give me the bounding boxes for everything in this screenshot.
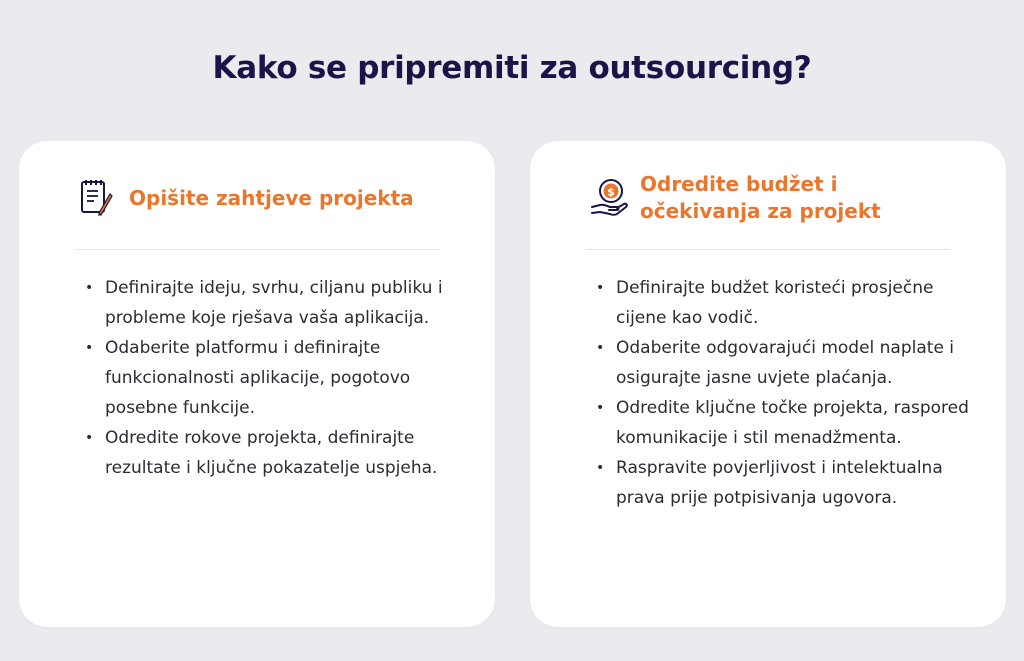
card-heading-line: očekivanja za projekt [640,199,881,223]
divider [586,249,950,250]
list-item: • Raspravite povjerljivost i intelektualna prava prije potpisivanja ugovora. [616,453,986,513]
card-header [590,171,966,249]
card-heading [129,185,414,212]
card-header [79,171,455,249]
bullet-list [596,273,986,513]
card-heading-line: Opišite zahtjeve projekta [129,186,414,210]
card-heading-line: Odredite budžet i [640,172,838,196]
list-item: • Odaberite platformu i definirajte funkcionalnosti aplikacije, pogotovo posebne funkcije. [105,333,475,423]
svg-text:$: $ [607,185,615,199]
divider [75,249,439,250]
list-item: • Odredite ključne točke projekta, raspored komunikacije i stil menadžmenta. [616,393,986,453]
list-item: • Definirajte ideju, svrhu, ciljanu publiku i probleme koje rješava vaša aplikacija. [105,273,475,333]
notepad-pencil-icon [79,177,113,221]
card-project-requirements [19,141,495,627]
card-heading [640,171,881,225]
hand-coin-icon [590,177,630,221]
page-title: Kako se pripremiti za outsourcing? [212,50,812,86]
card-budget-expectations [530,141,1006,627]
list-item: • Definirajte budžet koristeći prosječne cijene kao vodič. [616,273,986,333]
list-item: • Odaberite odgovarajući model naplate i osigurajte jasne uvjete plaćanja. [616,333,986,393]
list-item: • Odredite rokove projekta, definirajte rezultate i ključne pokazatelje uspjeha. [105,423,475,483]
bullet-list [85,273,475,483]
